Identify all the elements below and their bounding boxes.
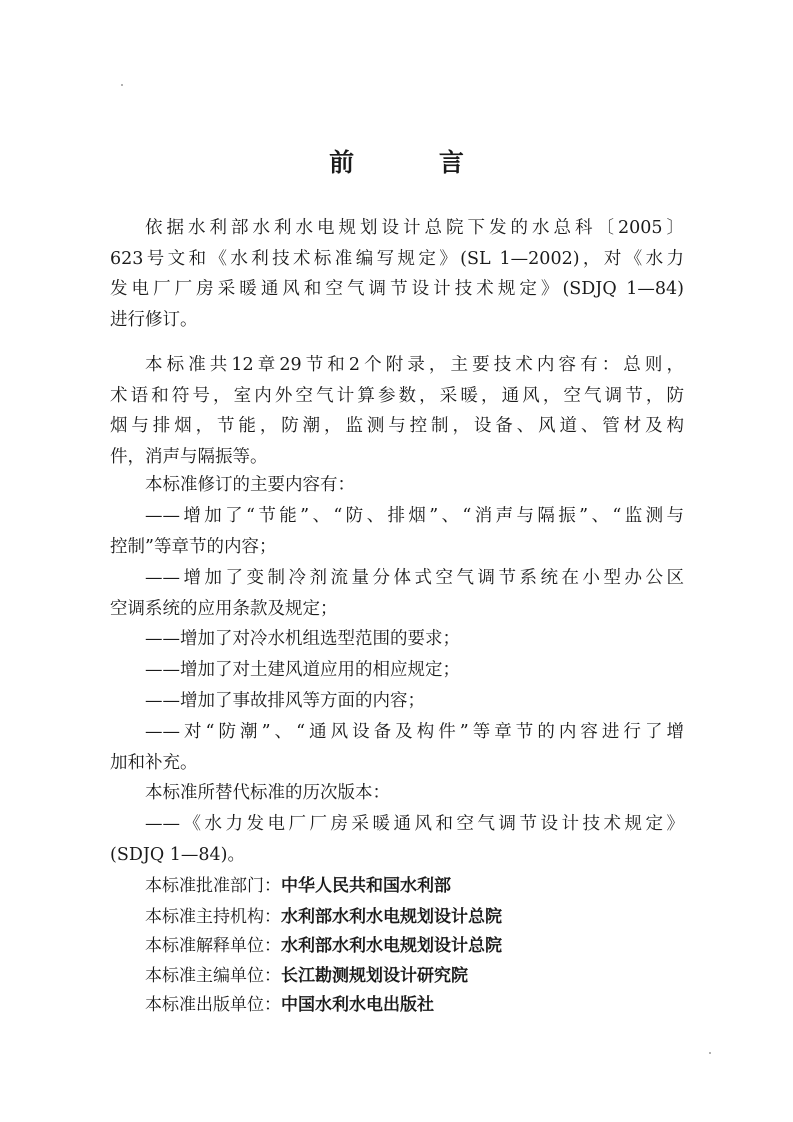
text-line: 件，消声与隔振等。 <box>110 446 268 467</box>
text-line: 空调系统的应用条款及规定； <box>110 598 338 619</box>
text-line: 加和补充。 <box>110 752 198 773</box>
text-line: 本标准修订的主要内容有： <box>145 475 355 495</box>
text-line: 623号文和《水利技术标准编写规定》(SL 1—2002)，对《水力 <box>110 248 684 269</box>
paragraph <box>110 470 684 501</box>
organization-row <box>145 931 502 961</box>
paragraph <box>110 563 684 624</box>
page-title: 前 言 <box>329 148 502 177</box>
paragraph <box>110 501 684 562</box>
text-line: ——增加了“节能”、“防、排烟”、“消声与隔振”、“监测与 <box>145 506 684 526</box>
organization-label: 本标准出版单位： <box>145 995 281 1015</box>
text-line: ——增加了对冷水机组选型范围的要求； <box>145 629 460 649</box>
scan-speck <box>121 84 123 86</box>
organization-label: 本标准批准部门： <box>145 876 281 896</box>
organization-value: 中国水利水电出版社 <box>281 995 434 1015</box>
text-line: 进行修订。 <box>110 309 198 330</box>
text-line: (SDJQ 1—84)。 <box>110 844 246 865</box>
text-line: 烟与排烟，节能，防潮，监测与控制，设备、风道、管材及构 <box>110 416 684 436</box>
organization-value: 长江勘测规划设计研究院 <box>281 966 468 986</box>
text-line: ——增加了对土建风道应用的相应规定； <box>145 660 460 680</box>
text-line: 本标准共12章29节和2个附录，主要技术内容有：总则， <box>145 355 684 375</box>
paragraph <box>110 350 684 472</box>
text-line: 术语和符号，室内外空气计算参数，采暖，通风，空气调节，防 <box>110 385 684 406</box>
organization-row <box>145 902 502 932</box>
text-line: 本标准所替代标准的历次版本： <box>145 783 390 803</box>
organization-row <box>145 961 468 991</box>
text-line: 发电厂厂房采暖通风和空气调节设计技术规定》(SDJQ 1—84) <box>110 279 684 299</box>
organization-label: 本标准解释单位： <box>145 936 281 956</box>
paragraph <box>110 655 684 686</box>
text-line: ——对“防潮”、“通风设备及构件”等章节的内容进行了增 <box>145 722 684 742</box>
paragraph <box>110 624 684 655</box>
text-line: ——《水力发电厂厂房采暖通风和空气调节设计技术规定》 <box>145 814 684 834</box>
organization-row <box>145 871 451 901</box>
organization-row <box>145 990 434 1020</box>
organization-value: 中华人民共和国水利部 <box>281 876 451 896</box>
text-line: ——增加了变制冷剂流量分体式空气调节系统在小型办公区 <box>145 568 684 588</box>
organization-label: 本标准主编单位： <box>145 966 281 986</box>
organization-label: 本标准主持机构： <box>145 907 281 927</box>
organization-value: 水利部水利水电规划设计总院 <box>281 907 502 927</box>
text-line: 控制”等章节的内容； <box>110 536 277 557</box>
paragraph <box>110 809 684 870</box>
paragraph <box>110 686 684 717</box>
paragraph <box>110 213 684 335</box>
paragraph <box>110 778 684 809</box>
text-line: ——增加了事故排风等方面的内容； <box>145 691 425 711</box>
scan-speck <box>709 1052 711 1054</box>
text-line: 依据水利部水利水电规划设计总院下发的水总科〔2005〕 <box>145 218 684 238</box>
paragraph <box>110 717 684 778</box>
organization-value: 水利部水利水电规划设计总院 <box>281 936 502 956</box>
